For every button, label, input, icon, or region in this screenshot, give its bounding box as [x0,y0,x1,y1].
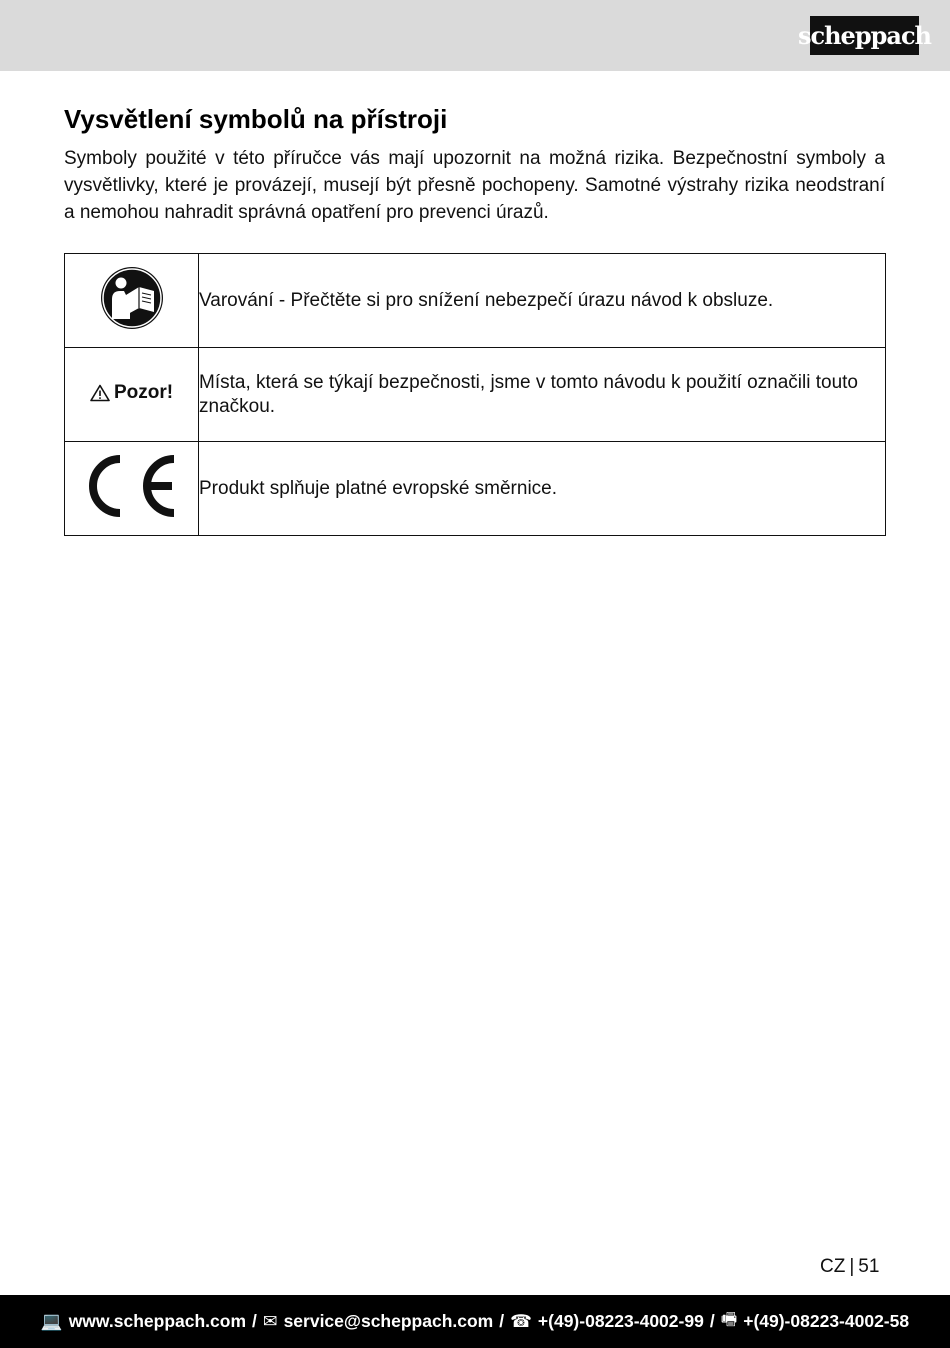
footer-website[interactable]: www.scheppach.com [68,1311,247,1331]
footer-separator: / [252,1311,257,1331]
footer-phone[interactable]: +(49)-08223-4002-99 [537,1311,704,1331]
footer-fax: +(49)-08223-4002-58 [743,1311,910,1331]
warning-triangle-icon [90,384,110,402]
section-title: Vysvětlení symbolů na přístroji [64,104,448,134]
symbol-description: Varování - Přečtěte si pro snížení nebezpečí úrazu návod k obsluze. [199,254,886,348]
section-intro: Symboly použité v této příručce vás mají upozornit na možná rizika. Bezpečnostní symboly a vysvětlivky, které je provázejí, musejí být přesně pochopeny. Samotné výstrahy rizika neodstraní a nemohou nahradit správná opatření pro prevenci úrazů. [64,148,885,223]
computer-icon: 💻 [40,1311,63,1331]
symbol-description: Místa, která se týkají bezpečnosti, jsme v tomto návodu k použití označili touto značkou. [199,348,886,442]
footer-bar [0,1295,950,1348]
page-number-value: 51 [858,1256,880,1277]
table-row [65,442,886,536]
symbol-description: Produkt splňuje platné evropské směrnice. [199,442,886,536]
fax-icon: 🖷 [720,1308,738,1329]
read-manual-icon [99,265,165,331]
brand-logo: scheppach [810,16,919,55]
header-band [0,0,950,71]
page-number [820,1256,879,1278]
symbols-table [64,253,886,536]
symbol-cell [65,348,199,442]
page-separator: | [849,1256,855,1277]
table-row [65,254,886,348]
footer-separator: / [499,1311,505,1331]
ce-mark-icon [86,453,178,519]
symbol-cell [65,442,199,536]
phone-icon: ☎ [510,1311,532,1331]
footer-separator: / [709,1311,715,1331]
pozor-label [90,382,173,404]
footer-email[interactable]: service@scheppach.com [283,1311,494,1331]
mail-icon: ✉ [262,1311,278,1331]
symbol-cell [65,254,199,348]
page-language: CZ [820,1256,846,1277]
table-row [65,348,886,442]
pozor-text: Pozor! [113,382,174,403]
